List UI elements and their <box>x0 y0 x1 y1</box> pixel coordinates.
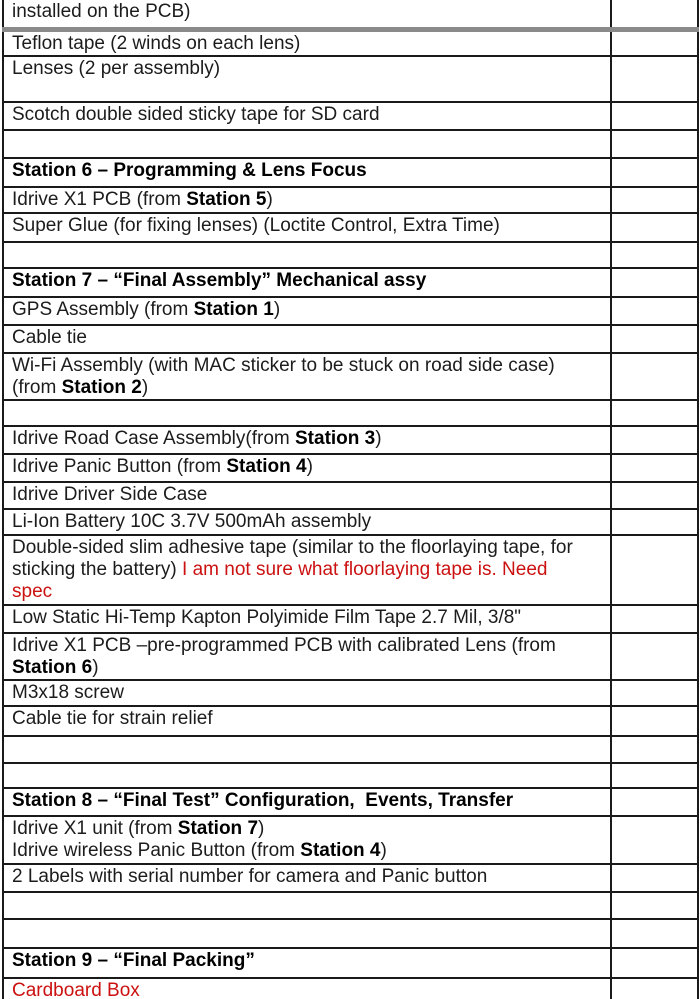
item-text: sticking the battery) <box>12 558 183 580</box>
item-text: Scotch double sided sticky tape for SD card <box>12 103 380 125</box>
value-cell-empty <box>611 325 698 353</box>
item-text: Idrive X1 PCB –pre-programmed PCB with calibrated Lens (from <box>12 634 556 656</box>
value-cell-empty <box>611 482 698 509</box>
value-cell-empty <box>611 864 698 892</box>
table-row <box>3 187 698 213</box>
station-ref-bold: Station 4 <box>226 455 307 477</box>
table-row <box>3 213 698 242</box>
item-cell <box>3 400 611 426</box>
station-ref-bold: Station 9 – “Final Packing” <box>12 949 255 971</box>
value-cell-empty <box>611 509 698 535</box>
station-header-cell <box>3 788 611 816</box>
item-cell <box>3 892 611 919</box>
item-text: Low Static Hi-Temp Kapton Polyimide Film Tape 2.7 Mil, 3/8" <box>12 606 522 628</box>
item-text: Idrive Panic Button (from <box>12 455 227 477</box>
item-cell <box>3 633 611 680</box>
value-cell-empty <box>611 680 698 706</box>
value-cell-empty <box>611 353 698 400</box>
station-ref-bold: Station 7 – “Final Assembly” Mechanical assy <box>12 269 427 291</box>
value-cell-empty <box>611 788 698 816</box>
item-cell <box>3 56 611 102</box>
station-ref-bold: Station 4 <box>300 839 381 861</box>
item-cell <box>3 242 611 268</box>
item-cell <box>3 919 611 948</box>
item-text: ) <box>375 427 382 449</box>
item-cell <box>3 680 611 706</box>
table-row <box>3 633 698 680</box>
table-row <box>3 353 698 400</box>
table-row <box>3 325 698 353</box>
station-header-cell <box>3 268 611 297</box>
value-cell-empty <box>611 102 698 130</box>
table-row <box>3 680 698 706</box>
item-cell <box>3 0 611 29</box>
item-text: Idrive X1 unit (from <box>12 817 178 839</box>
value-cell-empty <box>611 535 698 605</box>
table-body <box>3 0 698 999</box>
station-header-row <box>3 948 698 978</box>
item-text: Lenses (2 per assembly) <box>12 57 221 79</box>
item-cell <box>3 454 611 482</box>
value-cell-empty <box>611 56 698 102</box>
item-cell <box>3 130 611 158</box>
value-cell-empty <box>611 400 698 426</box>
value-cell-empty <box>611 187 698 213</box>
value-cell-empty <box>611 978 698 999</box>
value-cell-empty <box>611 29 698 56</box>
station-ref-bold: Station 2 <box>61 376 142 398</box>
station-header-cell <box>3 948 611 978</box>
table-row <box>3 919 698 948</box>
item-cell <box>3 29 611 56</box>
item-cell <box>3 353 611 400</box>
station-ref-bold: Station 6 – Programming & Lens Focus <box>12 159 367 181</box>
station-header-row <box>3 158 698 187</box>
table-row <box>3 605 698 633</box>
item-text: ) <box>92 656 99 678</box>
table-row <box>3 706 698 736</box>
item-text: Li-Ion Battery 10C 3.7V 500mAh assembly <box>12 510 372 532</box>
value-cell-empty <box>611 0 698 29</box>
item-cell <box>3 736 611 763</box>
value-cell-empty <box>611 213 698 242</box>
value-cell-empty <box>611 130 698 158</box>
value-cell-empty <box>611 948 698 978</box>
value-cell-empty <box>611 605 698 633</box>
station-header-cell <box>3 158 611 187</box>
note-text-red: Cardboard Box <box>12 979 140 999</box>
value-cell-empty <box>611 633 698 680</box>
value-cell-empty <box>611 736 698 763</box>
value-cell-empty <box>611 763 698 788</box>
item-cell <box>3 482 611 509</box>
item-cell <box>3 426 611 454</box>
note-text-red: I am not sure what floorlaying tape is. Need <box>182 558 548 580</box>
item-cell <box>3 325 611 353</box>
item-cell <box>3 706 611 736</box>
value-cell-empty <box>611 158 698 187</box>
item-text: Teflon tape (2 winds on each lens) <box>12 32 301 54</box>
value-cell-empty <box>611 268 698 297</box>
table-row <box>3 864 698 892</box>
item-cell <box>3 102 611 130</box>
item-text: ) <box>306 455 313 477</box>
table-row <box>3 482 698 509</box>
item-cell <box>3 187 611 213</box>
item-text: Idrive wireless Panic Button (from <box>12 839 301 861</box>
value-cell-empty <box>611 297 698 325</box>
item-text: Wi-Fi Assembly (with MAC sticker to be stuck on road side case) <box>12 354 555 376</box>
table-row <box>3 297 698 325</box>
table-row <box>3 426 698 454</box>
item-cell <box>3 763 611 788</box>
station-header-row <box>3 788 698 816</box>
table-row <box>3 535 698 605</box>
item-text: Idrive Driver Side Case <box>12 483 208 505</box>
item-text: ) <box>266 188 273 210</box>
item-text: Cable tie <box>12 326 87 348</box>
item-text: (from <box>12 376 62 398</box>
item-text: Super Glue (for fixing lenses) (Loctite Control, Extra Time) <box>12 214 500 236</box>
value-cell-empty <box>611 706 698 736</box>
value-cell-empty <box>611 892 698 919</box>
item-text: ) <box>273 298 281 320</box>
table-row <box>3 102 698 130</box>
item-text: M3x18 screw <box>12 681 124 703</box>
item-text: Idrive X1 PCB (from <box>12 188 187 210</box>
item-text: ) <box>258 817 265 839</box>
value-cell-empty <box>611 426 698 454</box>
item-text: Idrive Road Case Assembly(from <box>12 427 295 449</box>
table-row <box>3 509 698 535</box>
table-row <box>3 130 698 158</box>
item-text: installed on the PCB) <box>12 1 191 22</box>
item-text: ) <box>380 839 387 861</box>
item-cell <box>3 605 611 633</box>
table-row <box>3 763 698 788</box>
table-row <box>3 816 698 864</box>
station-ref-bold: Station 1 <box>193 298 274 320</box>
item-cell <box>3 535 611 605</box>
table-row <box>3 29 698 56</box>
value-cell-empty <box>611 919 698 948</box>
station-ref-bold: Station 5 <box>186 188 267 210</box>
item-text: 2 Labels with serial number for camera and Panic button <box>12 865 488 887</box>
item-cell <box>3 816 611 864</box>
item-cell <box>3 213 611 242</box>
table-row <box>3 978 698 999</box>
station-ref-bold: Station 7 <box>177 817 259 839</box>
value-cell-empty <box>611 816 698 864</box>
item-text: Cable tie for strain relief <box>12 707 213 729</box>
value-cell-empty <box>611 454 698 482</box>
table-row <box>3 736 698 763</box>
station-ref-bold: Station 8 – “Final Test” Configuration, Events, Transfer <box>12 789 514 811</box>
item-text: GPS Assembly (from <box>12 298 194 320</box>
item-text: ) <box>141 376 149 398</box>
table-row <box>3 454 698 482</box>
station-ref-bold: Station 6 <box>12 656 93 678</box>
parts-table <box>2 0 699 999</box>
station-header-row <box>3 268 698 297</box>
item-text: Double-sided slim adhesive tape (similar to the floorlaying tape, for <box>12 536 573 558</box>
item-cell <box>3 978 611 999</box>
table-row <box>3 56 698 102</box>
table-row <box>3 400 698 426</box>
table-row <box>3 0 698 29</box>
item-cell <box>3 297 611 325</box>
note-text-red: spec <box>12 580 53 602</box>
item-cell <box>3 509 611 535</box>
table-row <box>3 892 698 919</box>
table-row <box>3 242 698 268</box>
item-cell <box>3 864 611 892</box>
value-cell-empty <box>611 242 698 268</box>
station-ref-bold: Station 3 <box>295 427 376 449</box>
